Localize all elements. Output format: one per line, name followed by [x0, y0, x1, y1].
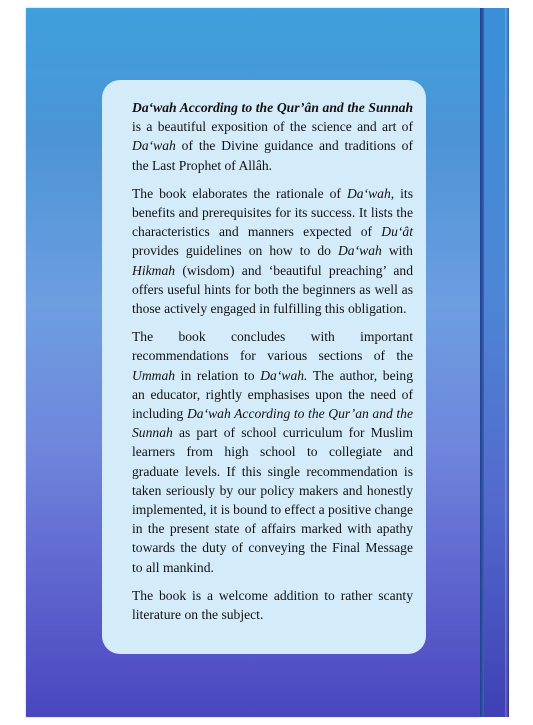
italic-term: Hikmah	[132, 262, 176, 278]
blurb-paragraph-3	[132, 327, 413, 577]
text-run: The book elaborates the rationale of	[132, 185, 347, 201]
text-run: The author, being an educator, rightly emphasises upon the need of including	[132, 367, 413, 422]
italic-term: Da‘wah,	[346, 185, 395, 201]
text-run: The book is a welcome addition to rather scanty literature on the subject.	[132, 587, 413, 623]
italic-term: Da‘wah	[132, 138, 176, 154]
text-run: (wisdom) and ‘beautiful preaching’ and offers useful hints for both the beginners as well as those actively engaged in fulfilling this obligation.	[132, 262, 413, 317]
text-run: as part of school curriculum for Muslim learners from high school to collegiate and graduate levels. If this single recommendation is taken seriously by our policy makers and honestly implemented, it is bound to effect a positive change in the present state of affairs marked with apathy towards the duty of conveying the Final Message to all mankind.	[132, 425, 413, 575]
text-run: provides guidelines on how to do	[132, 243, 338, 259]
spine-edge	[505, 8, 509, 717]
italic-term: Da‘wah.	[260, 367, 308, 383]
text-run: is a beautiful exposition of the science and art of	[132, 119, 413, 135]
blurb-paragraph-1	[132, 98, 413, 175]
text-run: of the Divine guidance and traditions of the Last Prophet of Allâh.	[132, 138, 413, 173]
text-run: with	[381, 243, 413, 259]
blurb-paragraph-4	[132, 586, 413, 624]
italic-term: Ummah	[132, 367, 176, 383]
italic-term: Du‘ât	[381, 224, 413, 240]
italic-term: Da‘wah	[337, 243, 382, 259]
text-run: its benefits and prerequisites for its success. It lists the characteristics and manners expected of	[132, 185, 413, 240]
italic-title-reference: Da‘wah According to the Qur’an and the Sunnah	[132, 406, 414, 441]
book-title: Da‘wah According to the Qur’ân and the Sunnah	[132, 100, 413, 115]
blurb-paragraph-2	[132, 184, 413, 318]
text-run: The book concludes with important recommendations for various sections of the	[132, 329, 413, 364]
text-run: in relation to	[175, 367, 261, 383]
blurb-panel	[102, 80, 426, 654]
